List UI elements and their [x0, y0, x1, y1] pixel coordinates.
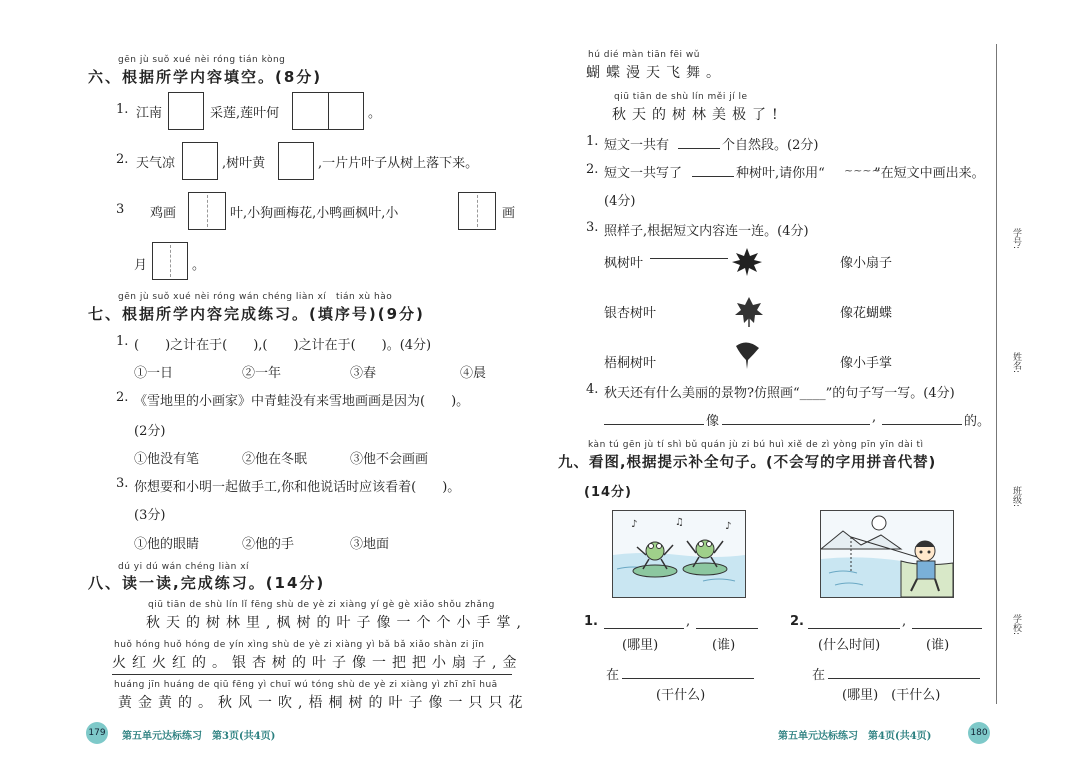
section9-score: (14分): [584, 485, 632, 500]
page-footer: 第五单元达标练习 第4页(共4页): [778, 731, 932, 742]
s7-q1-option[interactable]: ④晨: [460, 366, 487, 381]
r-q1-number: 1.: [586, 134, 599, 149]
answer-blank[interactable]: [692, 176, 734, 177]
s7-q2-number: 2.: [116, 390, 129, 405]
example-connect-line: [650, 258, 728, 259]
s7-q1-option[interactable]: ③春: [350, 366, 377, 381]
section7-title: 七、根据所学内容完成练习。(填序号)(9分): [88, 305, 425, 323]
s7-q3-option[interactable]: ①他的眼睛: [134, 537, 200, 552]
s9-b-number: 2.: [790, 614, 804, 629]
answer-blank[interactable]: [604, 628, 684, 629]
s6-q2-number: 2.: [116, 152, 129, 167]
match-left-item[interactable]: 银杏树叶: [604, 306, 657, 321]
r-q3-number: 3.: [586, 220, 599, 235]
s7-q1-number: 1.: [116, 334, 129, 349]
s7-q3-option[interactable]: ②他的手: [242, 537, 295, 552]
s6-q3-text-d: 月: [134, 258, 148, 273]
section7-pinyin-2: tián xù hào: [336, 292, 393, 302]
match-right-item[interactable]: 像小扇子: [840, 256, 893, 271]
s9-a-number: 1.: [584, 614, 598, 629]
passage-pinyin-line: huǒ hóng huǒ hóng de yín xìng shù de yè zi xiàng yì bǎ bǎ xiǎo shàn zi jīn: [114, 640, 485, 650]
binding-number-label: 学号:: [1011, 228, 1021, 250]
page-number-badge: 179: [86, 722, 108, 744]
binding-school-label: 学校:: [1011, 614, 1021, 636]
boy-fishing-illustration: [820, 510, 954, 598]
section8-pinyin: dú yi dú wán chéng liàn xí: [118, 562, 250, 572]
section6-title: 六、根据所学内容填空。(8分): [88, 68, 323, 86]
wavy-line-mark: ~~~~: [844, 164, 881, 177]
match-right-item[interactable]: 像小手掌: [840, 356, 893, 371]
s9-b-in: 在: [812, 668, 826, 683]
match-left-item[interactable]: 梧桐树叶: [604, 356, 657, 371]
answer-blank[interactable]: [808, 628, 900, 629]
r-q1-text-a: 短文一共有: [604, 138, 670, 153]
r-q4-text: 秋天还有什么美丽的景物?仿照画“____”的句子写一写。(4分): [604, 386, 955, 401]
s7-q3-number: 3.: [116, 476, 129, 491]
page-number-badge: 180: [968, 722, 990, 744]
s6-q1-text-a: 江南: [136, 106, 163, 121]
answer-blank[interactable]: [828, 678, 980, 679]
passage-line: 蝴蝶漫天飞舞。: [586, 65, 726, 81]
answer-box[interactable]: [188, 192, 226, 230]
s6-q3-text-b: 叶,小狗画梅花,小鸭画枫叶,小: [230, 206, 399, 221]
s7-q2-option[interactable]: ①他没有笔: [134, 452, 200, 467]
s9-b-hint-where-doing: (哪里) (干什么): [842, 688, 941, 703]
passage-pinyin-line: qiū tiān de shù lín lǐ fēng shù de yè zi xiàng yí gè gè xiǎo shǒu zhǎng: [148, 600, 495, 610]
s7-q2-option[interactable]: ②他在冬眠: [242, 452, 308, 467]
s9-b-hint-when: (什么时间): [818, 638, 881, 653]
s6-q2-text-a: 天气凉: [136, 156, 176, 171]
r-q2-number: 2.: [586, 162, 599, 177]
binding-name-label: 姓名:: [1011, 352, 1021, 374]
r-q2-text-a: 短文一共写了: [604, 166, 683, 181]
binding-class-label: 班级:: [1011, 486, 1021, 508]
passage-line: 秋天的树林美极了!: [612, 107, 784, 123]
r-q2-score: (4分): [604, 194, 636, 209]
maple-leaf-icon: [730, 246, 764, 278]
s7-q2-text: 《雪地里的小画家》中青蛙没有来雪地画画是因为( )。: [134, 394, 470, 409]
answer-box[interactable]: [278, 142, 314, 180]
s7-q1-option[interactable]: ②一年: [242, 366, 282, 381]
s7-q1-option[interactable]: ①一日: [134, 366, 174, 381]
s9-a-in: 在: [606, 668, 620, 683]
s6-q1-text-c: 。: [368, 106, 382, 121]
passage-underline: [112, 674, 512, 675]
r-q1-text-b: 个自然段。(2分): [722, 138, 819, 153]
s6-q3-text-c: 画: [502, 206, 516, 221]
s6-q3-number: 3: [116, 202, 125, 217]
s7-q1-text: ( )之计在于( ),( )之计在于( )。(4分): [134, 338, 432, 353]
s7-q2-option[interactable]: ③他不会画画: [350, 452, 429, 467]
r-q2-text-b: 种树叶,请你用“: [736, 166, 825, 181]
match-right-item[interactable]: 像花蝴蝶: [840, 306, 893, 321]
passage-pinyin-line: qiū tiān de shù lín měi jí le: [614, 92, 748, 102]
s6-q1-number: 1.: [116, 102, 129, 117]
answer-blank[interactable]: [696, 628, 758, 629]
answer-blank[interactable]: [912, 628, 982, 629]
r-q2-text-c: ”在短文中画出来。: [874, 166, 985, 181]
answer-box[interactable]: [182, 142, 218, 180]
section9-pinyin: kàn tú gēn jù tí shì bǔ quán jù zi bú huì xiě de zì yòng pīn yīn dài tì: [588, 440, 924, 450]
answer-blank[interactable]: [722, 424, 870, 425]
r-q4-text-a: 像: [706, 414, 720, 429]
s6-q2-text-c: ,一片片叶子从树上落下来。: [318, 156, 479, 171]
answer-box-double[interactable]: [292, 92, 364, 130]
match-left-item[interactable]: 枫树叶: [604, 256, 644, 271]
svg-text:♫: ♫: [675, 517, 684, 528]
s7-q3-text: 你想要和小明一起做手工,你和他说话时应该看着( )。: [134, 480, 461, 495]
section6-pinyin: gēn jù suǒ xué nèi róng tián kòng: [118, 55, 286, 65]
s9-a-hint-where: (哪里): [622, 638, 659, 653]
s6-q3-text-e: 。: [192, 258, 206, 273]
answer-box[interactable]: [168, 92, 204, 130]
passage-line: 秋天的树林里,枫树的叶子像一个个小手掌,: [146, 615, 527, 631]
page-footer: 第五单元达标练习 第3页(共4页): [122, 731, 276, 742]
r-q4-number: 4.: [586, 382, 599, 397]
r-q4-text-b: ,: [872, 410, 877, 425]
s7-q2-score: (2分): [134, 424, 166, 439]
s9-b-hint-who: (谁): [926, 638, 950, 653]
svg-text:♪: ♪: [725, 521, 732, 532]
s6-q2-text-b: ,树叶黄: [222, 156, 266, 171]
s6-q1-text-b: 采莲,莲叶何: [210, 106, 280, 121]
passage-line: 黄金黄的。秋风一吹,梧桐树的叶子像一只只花: [118, 695, 529, 711]
answer-blank[interactable]: [604, 424, 704, 425]
section7-pinyin: gēn jù suǒ xué nèi róng wán chéng liàn xí: [118, 292, 327, 302]
svg-text:♪: ♪: [631, 519, 638, 530]
passage-line: 火红火红的。银杏树的叶子像一把把小扇子,金: [112, 655, 523, 671]
s9-a-hint-doing: (干什么): [656, 688, 706, 703]
r-q4-text-c: 的。: [964, 414, 991, 429]
section9-title: 九、看图,根据提示补全句子。(不会写的字用拼音代替): [558, 455, 937, 471]
frogs-pond-illustration: [612, 510, 746, 598]
answer-blank[interactable]: [882, 424, 962, 425]
answer-box[interactable]: [458, 192, 496, 230]
answer-blank[interactable]: [678, 148, 720, 149]
s9-a-hint-who: (谁): [712, 638, 736, 653]
ginkgo-leaf-icon: [732, 340, 762, 370]
s6-q3-text-a: 鸡画: [150, 206, 177, 221]
answer-box[interactable]: [152, 242, 188, 280]
sycamore-leaf-icon: [732, 294, 766, 328]
r-q3-text: 照样子,根据短文内容连一连。(4分): [604, 224, 809, 239]
binding-line: [996, 44, 997, 704]
passage-pinyin-line: huáng jīn huáng de qiū fēng yì chuī wú tóng shù de yè zi xiàng yì zhī zhī huā: [114, 680, 498, 690]
section8-title: 八、读一读,完成练习。(14分): [88, 574, 326, 592]
answer-blank[interactable]: [622, 678, 754, 679]
s7-q3-score: (3分): [134, 508, 166, 523]
s7-q3-option[interactable]: ③地面: [350, 537, 390, 552]
passage-pinyin-line: hú dié màn tiān fēi wǔ: [588, 50, 700, 60]
